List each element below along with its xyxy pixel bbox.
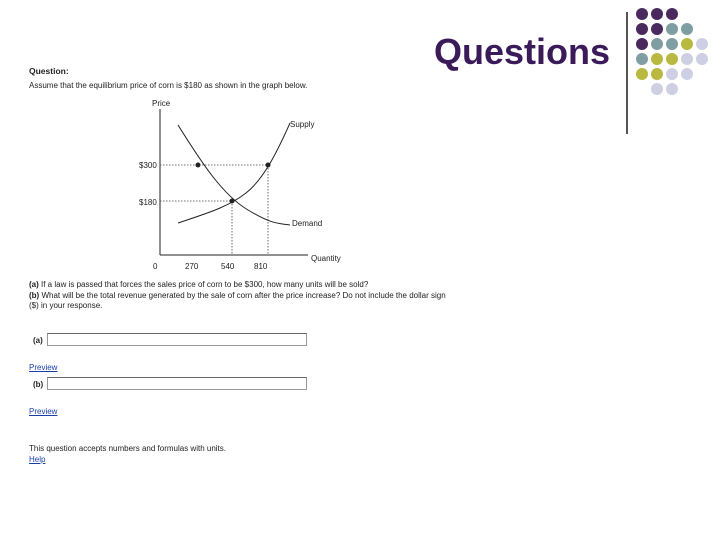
x-tick-270: 270 <box>185 262 199 271</box>
x-axis-label: Quantity <box>311 254 341 263</box>
x-tick-810: 810 <box>254 262 268 271</box>
y-axis-label: Price <box>152 99 171 108</box>
dot <box>666 38 678 50</box>
dot <box>636 23 648 35</box>
dot <box>666 8 678 20</box>
dot <box>636 68 648 80</box>
dot <box>651 23 663 35</box>
dot <box>696 38 708 50</box>
x-tick-540: 540 <box>221 262 235 271</box>
answer-a-input[interactable] <box>47 333 307 346</box>
preview-link-b[interactable]: Preview <box>29 407 58 416</box>
dot <box>666 53 678 65</box>
dot <box>666 23 678 35</box>
title-divider <box>626 12 628 134</box>
accepts-note: This question accepts numbers and formulas with units. <box>29 444 226 453</box>
dot <box>666 68 678 80</box>
part-a-text: If a law is passed that forces the sales price of corn to be $300, how many units will be sold? <box>41 280 369 289</box>
answer-a-label: (a) <box>33 336 43 345</box>
origin-label: 0 <box>153 262 158 271</box>
preview-link-a[interactable]: Preview <box>29 363 58 372</box>
demand-curve <box>178 125 290 225</box>
dot <box>651 53 663 65</box>
part-a <box>29 280 449 291</box>
question-intro: Assume that the equilibrium price of corn is $180 as shown in the graph below. <box>29 81 308 90</box>
dot <box>681 68 693 80</box>
dot <box>696 53 708 65</box>
supply-demand-graph <box>128 95 358 275</box>
y-tick-300: $300 <box>139 161 157 170</box>
supply-point-300 <box>266 163 271 168</box>
help-link[interactable]: Help <box>29 455 46 464</box>
part-b <box>29 291 449 312</box>
dot <box>636 38 648 50</box>
supply-curve <box>178 123 290 223</box>
dot <box>651 83 663 95</box>
dot <box>636 8 648 20</box>
dot <box>651 8 663 20</box>
dot <box>681 23 693 35</box>
equilibrium-point <box>230 199 235 204</box>
part-b-label: (b) <box>29 290 40 300</box>
question-heading: Question: <box>29 66 69 76</box>
demand-point-300 <box>196 163 201 168</box>
dot <box>666 83 678 95</box>
dot <box>651 38 663 50</box>
y-tick-180: $180 <box>139 198 157 207</box>
dot <box>681 38 693 50</box>
slide-title: Questions <box>433 31 610 72</box>
answer-b-input[interactable] <box>47 377 307 390</box>
answer-b-label: (b) <box>33 380 44 389</box>
dot <box>651 68 663 80</box>
dot <box>681 53 693 65</box>
dot <box>636 53 648 65</box>
demand-label: Demand <box>292 219 323 228</box>
question-parts <box>29 280 449 312</box>
part-a-label: (a) <box>29 280 39 289</box>
decorative-dot-grid <box>636 8 716 118</box>
supply-label: Supply <box>290 120 315 129</box>
part-b-text: What will be the total revenue generated by the sale of corn after the price increase? Do not include the dollar sign ($) in your response. <box>29 290 446 310</box>
